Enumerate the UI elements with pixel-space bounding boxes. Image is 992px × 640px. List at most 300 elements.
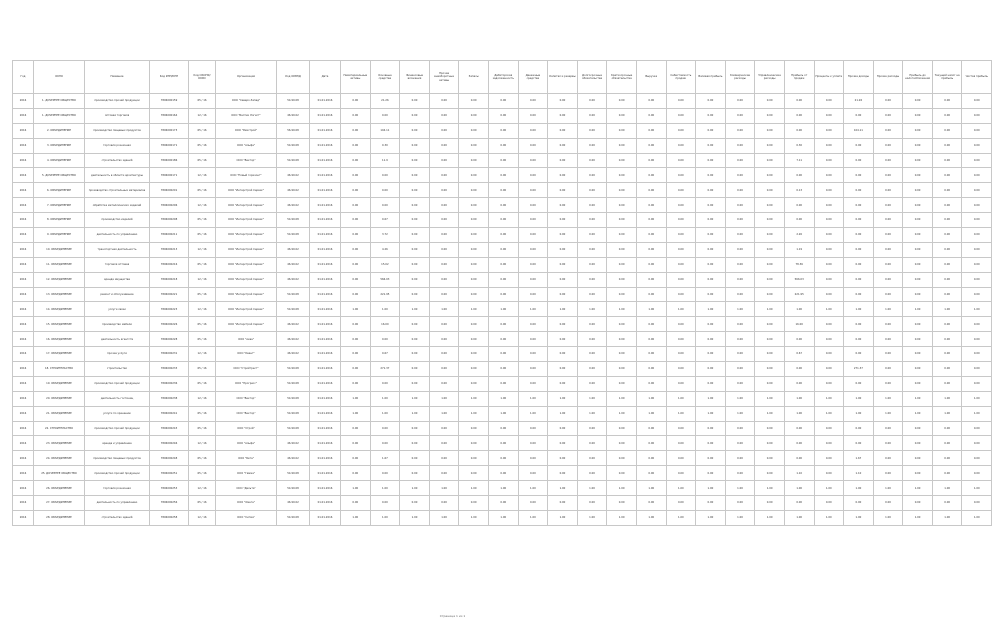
table-cell: 0.00: [814, 257, 844, 272]
table-cell: 0.00: [518, 376, 548, 391]
table-cell: 0.00: [518, 168, 548, 183]
table-cell: 0.00: [814, 451, 844, 466]
table-cell: 01.01.2016: [310, 302, 341, 317]
table-cell: 65 / 16: [189, 362, 216, 377]
table-cell: ООО "Новый горизонт": [216, 168, 277, 183]
table-cell: 1.00: [784, 302, 814, 317]
table-cell: 01.01.2016: [310, 153, 341, 168]
table-cell: 0.00: [400, 317, 430, 332]
column-header: Прибыль до налогообложения: [903, 61, 933, 94]
table-cell: 0.00: [873, 153, 903, 168]
table-cell: 0.00: [577, 287, 607, 302]
table-cell: 0.00: [370, 466, 400, 481]
table-cell: производство прочей продукции: [85, 421, 150, 436]
table-cell: 7806000238: [150, 391, 189, 406]
table-cell: 0.00: [903, 228, 933, 243]
table-cell: 0.00: [696, 242, 726, 257]
table-row: [13, 228, 992, 243]
table-cell: 0.00: [548, 496, 578, 511]
table-cell: 01.01.2016: [310, 451, 341, 466]
table-cell: 0.00: [962, 153, 992, 168]
column-header: Код ИНН/КПП: [150, 61, 189, 94]
table-cell: 1.19: [784, 242, 814, 257]
table-cell: 0.00: [873, 347, 903, 362]
table-cell: 54.99.08: [277, 510, 310, 525]
table-cell: оптовая торговля: [85, 108, 150, 123]
table-cell: 0.00: [873, 287, 903, 302]
table-cell: 0.00: [577, 376, 607, 391]
table-cell: 7806000208: [150, 213, 189, 228]
table-cell: 0.00: [666, 332, 696, 347]
table-cell: 1.00: [962, 406, 992, 421]
table-cell: 0.00: [636, 317, 666, 332]
table-cell: 0.00: [696, 213, 726, 228]
table-cell: 22. СТРОИТЕЛЬСТВО: [34, 421, 85, 436]
table-cell: 0.00: [518, 287, 548, 302]
table-cell: торговля розничная: [85, 481, 150, 496]
table-cell: 54.99.08: [277, 376, 310, 391]
table-cell: 1.00: [725, 481, 755, 496]
table-cell: 0.00: [666, 496, 696, 511]
table-cell: 0.00: [755, 108, 785, 123]
table-cell: 0.00: [814, 123, 844, 138]
table-cell: 65 / 16: [189, 257, 216, 272]
table-cell: 0.00: [666, 376, 696, 391]
table-cell: 0.00: [666, 257, 696, 272]
table-cell: 15. ОБЪЕДИНЕНИЕ: [34, 317, 85, 332]
table-cell: 0.00: [577, 272, 607, 287]
table-cell: торговля оптовая: [85, 257, 150, 272]
table-cell: 0.00: [844, 168, 874, 183]
table-cell: 1.00: [400, 302, 430, 317]
table-cell: 0.00: [932, 347, 962, 362]
table-cell: 0.00: [873, 466, 903, 481]
table-cell: 7806000164: [150, 108, 189, 123]
table-cell: 0.00: [400, 272, 430, 287]
table-cell: 0.00: [903, 153, 933, 168]
table-cell: 0.00: [844, 213, 874, 228]
table-cell: 65 / 16: [189, 332, 216, 347]
table-cell: 7806000226: [150, 317, 189, 332]
table-cell: 1.00: [370, 391, 400, 406]
table-cell: 2016: [13, 406, 34, 421]
table-cell: 0.00: [696, 272, 726, 287]
table-cell: 0.00: [696, 123, 726, 138]
table-cell: 0.00: [784, 451, 814, 466]
table-cell: 0.00: [607, 376, 637, 391]
table-cell: 0.00: [548, 466, 578, 481]
table-cell: 0.00: [725, 451, 755, 466]
table-cell: 1.00: [607, 481, 637, 496]
table-cell: 0.00: [755, 228, 785, 243]
table-cell: 0.00: [341, 421, 371, 436]
table-cell: 0.00: [932, 421, 962, 436]
table-cell: 0.00: [518, 317, 548, 332]
table-cell: ООО "Прогресс": [216, 376, 277, 391]
table-cell: 0.00: [666, 317, 696, 332]
table-cell: 54.99.08: [277, 94, 310, 109]
table-cell: производство прочей продукции: [85, 466, 150, 481]
table-cell: 65 / 16: [189, 451, 216, 466]
table-row: [13, 198, 992, 213]
table-cell: строительство: [85, 362, 150, 377]
table-cell: 0.00: [459, 138, 489, 153]
table-cell: 2016: [13, 168, 34, 183]
table-cell: 65 / 16: [189, 421, 216, 436]
table-cell: 0.00: [873, 242, 903, 257]
table-cell: 0.00: [607, 228, 637, 243]
table-cell: 54.99.08: [277, 481, 310, 496]
table-header-row: [13, 61, 992, 94]
table-cell: 1.00: [459, 391, 489, 406]
table-cell: 0.00: [666, 153, 696, 168]
table-cell: 7806000236: [150, 376, 189, 391]
table-cell: 0.00: [696, 362, 726, 377]
column-header: Себестоимость продаж: [666, 61, 696, 94]
table-cell: 0.00: [518, 94, 548, 109]
table-cell: 2016: [13, 510, 34, 525]
table-cell: 0.00: [696, 496, 726, 511]
table-cell: 01.01.2016: [310, 198, 341, 213]
table-cell: 0.00: [666, 94, 696, 109]
table-cell: 0.00: [725, 198, 755, 213]
table-cell: 0.00: [873, 332, 903, 347]
table-cell: 0.00: [459, 94, 489, 109]
column-header: Код ОКОПФ/ОКФС: [189, 61, 216, 94]
table-cell: 0.00: [932, 257, 962, 272]
table-cell: 0.00: [607, 317, 637, 332]
table-cell: 0.00: [784, 421, 814, 436]
table-cell: 0.00: [607, 213, 637, 228]
table-cell: 0.00: [814, 287, 844, 302]
table-cell: 1.00: [341, 481, 371, 496]
table-cell: 0.00: [666, 287, 696, 302]
table-cell: 0.00: [755, 168, 785, 183]
table-cell: 0.00: [696, 257, 726, 272]
table-cell: деятельность агентств: [85, 332, 150, 347]
table-row: [13, 257, 992, 272]
table-cell: 0.00: [755, 347, 785, 362]
table-cell: 7806000186: [150, 153, 189, 168]
table-cell: 01.01.2016: [310, 317, 341, 332]
table-cell: 0.00: [577, 168, 607, 183]
table-cell: 01.01.2016: [310, 421, 341, 436]
table-cell: 0.00: [962, 168, 992, 183]
table-cell: 0.00: [932, 198, 962, 213]
table-cell: 0.00: [873, 451, 903, 466]
table-cell: 2016: [13, 287, 34, 302]
table-cell: 1.00: [962, 481, 992, 496]
table-cell: 0.00: [548, 362, 578, 377]
table-cell: 65 / 16: [189, 94, 216, 109]
table-cell: 0.00: [607, 242, 637, 257]
table-row: [13, 287, 992, 302]
table-cell: 0.00: [903, 257, 933, 272]
table-cell: 65 / 16: [189, 123, 216, 138]
table-cell: 0.00: [696, 421, 726, 436]
table-cell: 46.99.02: [277, 436, 310, 451]
table-row: [13, 451, 992, 466]
table-cell: 2016: [13, 317, 34, 332]
table-cell: 0.00: [488, 317, 518, 332]
table-cell: 0.00: [725, 228, 755, 243]
table-cell: 12 / 16: [189, 168, 216, 183]
table-cell: 46.99.02: [277, 198, 310, 213]
table-cell: ООО "Строй": [216, 421, 277, 436]
table-cell: 01.01.2016: [310, 242, 341, 257]
table-cell: 0.00: [932, 94, 962, 109]
table-cell: 0.00: [755, 213, 785, 228]
table-cell: 0.00: [962, 347, 992, 362]
table-cell: 0.00: [903, 287, 933, 302]
table-cell: 0.00: [814, 228, 844, 243]
table-cell: 0.00: [903, 496, 933, 511]
table-row: [13, 94, 992, 109]
table-cell: 0.00: [429, 436, 459, 451]
table-cell: 0.00: [488, 362, 518, 377]
table-cell: 2016: [13, 138, 34, 153]
table-row: [13, 242, 992, 257]
table-cell: 0.00: [459, 466, 489, 481]
table-cell: 0.00: [459, 347, 489, 362]
table-cell: 1.00: [814, 406, 844, 421]
table-cell: 0.00: [873, 376, 903, 391]
table-cell: 0.00: [341, 228, 371, 243]
table-cell: 1.00: [814, 510, 844, 525]
table-row: [13, 317, 992, 332]
table-cell: 0.00: [429, 362, 459, 377]
table-cell: 0.00: [636, 213, 666, 228]
table-cell: 0.00: [784, 198, 814, 213]
table-cell: производство строительных материалов: [85, 183, 150, 198]
table-cell: 0.00: [962, 228, 992, 243]
table-cell: 1.00: [488, 391, 518, 406]
column-header: Чистая прибыль: [962, 61, 992, 94]
table-cell: 1.00: [844, 302, 874, 317]
table-cell: 0.00: [459, 421, 489, 436]
table-cell: 1.00: [725, 406, 755, 421]
table-cell: 0.00: [932, 362, 962, 377]
table-cell: 0.00: [341, 451, 371, 466]
column-header: Проценты к уплате: [814, 61, 844, 94]
column-header: Дата: [310, 61, 341, 94]
table-cell: 0.00: [459, 183, 489, 198]
table-cell: 0.00: [607, 272, 637, 287]
table-cell: 0.00: [962, 242, 992, 257]
table-cell: 54.99.08: [277, 302, 310, 317]
table-cell: 46.99.02: [277, 257, 310, 272]
table-cell: 6. ОБЪЕДИНЕНИЕ: [34, 183, 85, 198]
table-cell: 0.00: [459, 376, 489, 391]
table-cell: 5. ДОЧЕРНЕЕ ОБЩЕСТВО: [34, 168, 85, 183]
table-cell: 0.00: [755, 466, 785, 481]
table-cell: 7806000258: [150, 510, 189, 525]
table-cell: производство пищевых продуктов: [85, 123, 150, 138]
table-cell: 1.00: [370, 510, 400, 525]
table-cell: 0.00: [725, 317, 755, 332]
table-cell: 01.01.2016: [310, 287, 341, 302]
table-cell: 0.00: [962, 332, 992, 347]
table-cell: 0.00: [636, 138, 666, 153]
table-cell: деятельность в области архитектуры: [85, 168, 150, 183]
table-cell: 0.00: [341, 257, 371, 272]
table-cell: 0.00: [932, 168, 962, 183]
table-cell: 0.00: [932, 138, 962, 153]
table-cell: 1.00: [548, 481, 578, 496]
table-cell: 2016: [13, 496, 34, 511]
column-header: Прочие доходы: [844, 61, 874, 94]
table-cell: 0.00: [607, 436, 637, 451]
table-cell: 01.01.2016: [310, 213, 341, 228]
table-cell: ООО "Интерстрой Сервис": [216, 242, 277, 257]
table-cell: 0.00: [548, 198, 578, 213]
report-page: [12, 60, 988, 526]
table-cell: 104.11: [844, 123, 874, 138]
table-cell: 46.99.02: [277, 451, 310, 466]
table-cell: 0.00: [459, 242, 489, 257]
table-cell: 1.00: [429, 406, 459, 421]
table-cell: 0.00: [518, 138, 548, 153]
table-cell: 0.00: [962, 257, 992, 272]
table-cell: 0.00: [518, 198, 548, 213]
table-cell: 0.00: [518, 466, 548, 481]
table-cell: 1.00: [341, 510, 371, 525]
table-cell: 0.00: [873, 436, 903, 451]
table-cell: 54.99.08: [277, 421, 310, 436]
table-cell: 7806000246: [150, 436, 189, 451]
table-cell: 1.00: [784, 391, 814, 406]
table-cell: 0.00: [607, 153, 637, 168]
table-cell: 0.00: [548, 257, 578, 272]
table-cell: 54.99.08: [277, 362, 310, 377]
column-header: Код ОКВЭД: [277, 61, 310, 94]
table-cell: 2016: [13, 466, 34, 481]
table-cell: ООО "Интерстрой Сервис": [216, 317, 277, 332]
table-cell: 0.00: [636, 347, 666, 362]
table-cell: 1.00: [548, 391, 578, 406]
table-cell: 1.00: [844, 406, 874, 421]
table-cell: 0.00: [873, 183, 903, 198]
table-cell: 0.00: [666, 168, 696, 183]
table-row: [13, 376, 992, 391]
table-cell: 0.00: [518, 362, 548, 377]
table-cell: 1.00: [548, 302, 578, 317]
table-cell: 1.10: [844, 466, 874, 481]
table-cell: 01.01.2016: [310, 510, 341, 525]
table-cell: 0.00: [488, 138, 518, 153]
table-cell: 1.00: [370, 406, 400, 421]
table-cell: 0.00: [429, 287, 459, 302]
table-cell: 0.00: [932, 213, 962, 228]
table-cell: 1.00: [873, 406, 903, 421]
table-cell: 0.00: [755, 496, 785, 511]
table-cell: 01.01.2016: [310, 94, 341, 109]
table-cell: 0.00: [607, 332, 637, 347]
table-cell: 1.00: [755, 302, 785, 317]
column-header: Прибыль от продаж: [784, 61, 814, 94]
table-cell: 0.00: [873, 168, 903, 183]
table-cell: 2016: [13, 436, 34, 451]
table-cell: 0.00: [962, 138, 992, 153]
table-cell: 65 / 16: [189, 466, 216, 481]
table-cell: 7806000216: [150, 257, 189, 272]
table-cell: 1.00: [577, 481, 607, 496]
table-cell: 0.00: [548, 168, 578, 183]
table-cell: 1.00: [784, 510, 814, 525]
table-cell: 0.00: [666, 421, 696, 436]
table-cell: 0.00: [341, 317, 371, 332]
table-cell: 0.00: [400, 362, 430, 377]
table-cell: 0.00: [429, 451, 459, 466]
table-cell: 0.00: [636, 168, 666, 183]
table-cell: 0.00: [518, 421, 548, 436]
table-cell: 2016: [13, 228, 34, 243]
table-cell: 01.01.2016: [310, 406, 341, 421]
table-cell: 0.00: [755, 138, 785, 153]
table-cell: 0.00: [755, 123, 785, 138]
table-cell: 0.00: [844, 198, 874, 213]
table-cell: 0.00: [607, 466, 637, 481]
table-cell: 1.00: [488, 510, 518, 525]
table-cell: 0.00: [577, 94, 607, 109]
table-cell: 0.00: [488, 213, 518, 228]
table-cell: 7806000233: [150, 362, 189, 377]
table-cell: 46.99.02: [277, 168, 310, 183]
column-header: Запасы: [459, 61, 489, 94]
table-cell: 0.00: [725, 347, 755, 362]
table-cell: 0.00: [636, 332, 666, 347]
table-cell: 0.00: [755, 362, 785, 377]
table-cell: 0.00: [370, 168, 400, 183]
table-cell: 1.00: [370, 302, 400, 317]
table-cell: 0.00: [962, 421, 992, 436]
table-cell: 0.00: [488, 332, 518, 347]
table-cell: 0.00: [607, 347, 637, 362]
table-cell: 0.00: [341, 287, 371, 302]
table-cell: 01.01.2016: [310, 496, 341, 511]
table-row: [13, 391, 992, 406]
column-header: Нематериальные активы: [341, 61, 371, 94]
table-cell: 2016: [13, 213, 34, 228]
table-cell: 0.00: [548, 451, 578, 466]
table-cell: услуги по хранению: [85, 406, 150, 421]
table-cell: 1.00: [341, 406, 371, 421]
table-cell: 0.00: [400, 108, 430, 123]
table-cell: 0.00: [518, 183, 548, 198]
table-cell: 1.00: [666, 510, 696, 525]
table-cell: 0.00: [844, 183, 874, 198]
table-cell: 0.00: [903, 421, 933, 436]
table-cell: 0.00: [814, 421, 844, 436]
table-cell: 0.00: [814, 138, 844, 153]
table-cell: 2016: [13, 347, 34, 362]
table-cell: 0.00: [814, 108, 844, 123]
table-cell: 0.00: [548, 272, 578, 287]
table-cell: 1.00: [636, 510, 666, 525]
table-cell: 0.00: [962, 496, 992, 511]
table-cell: 0.00: [341, 123, 371, 138]
table-cell: 54.99.08: [277, 391, 310, 406]
table-cell: 7806000218: [150, 272, 189, 287]
table-cell: 0.00: [400, 451, 430, 466]
table-cell: 0.00: [429, 153, 459, 168]
table-cell: 0.00: [518, 257, 548, 272]
table-cell: 1.00: [429, 302, 459, 317]
table-cell: 1.00: [755, 391, 785, 406]
table-cell: 0.00: [429, 228, 459, 243]
table-cell: 0.00: [755, 451, 785, 466]
table-cell: 0.00: [577, 123, 607, 138]
